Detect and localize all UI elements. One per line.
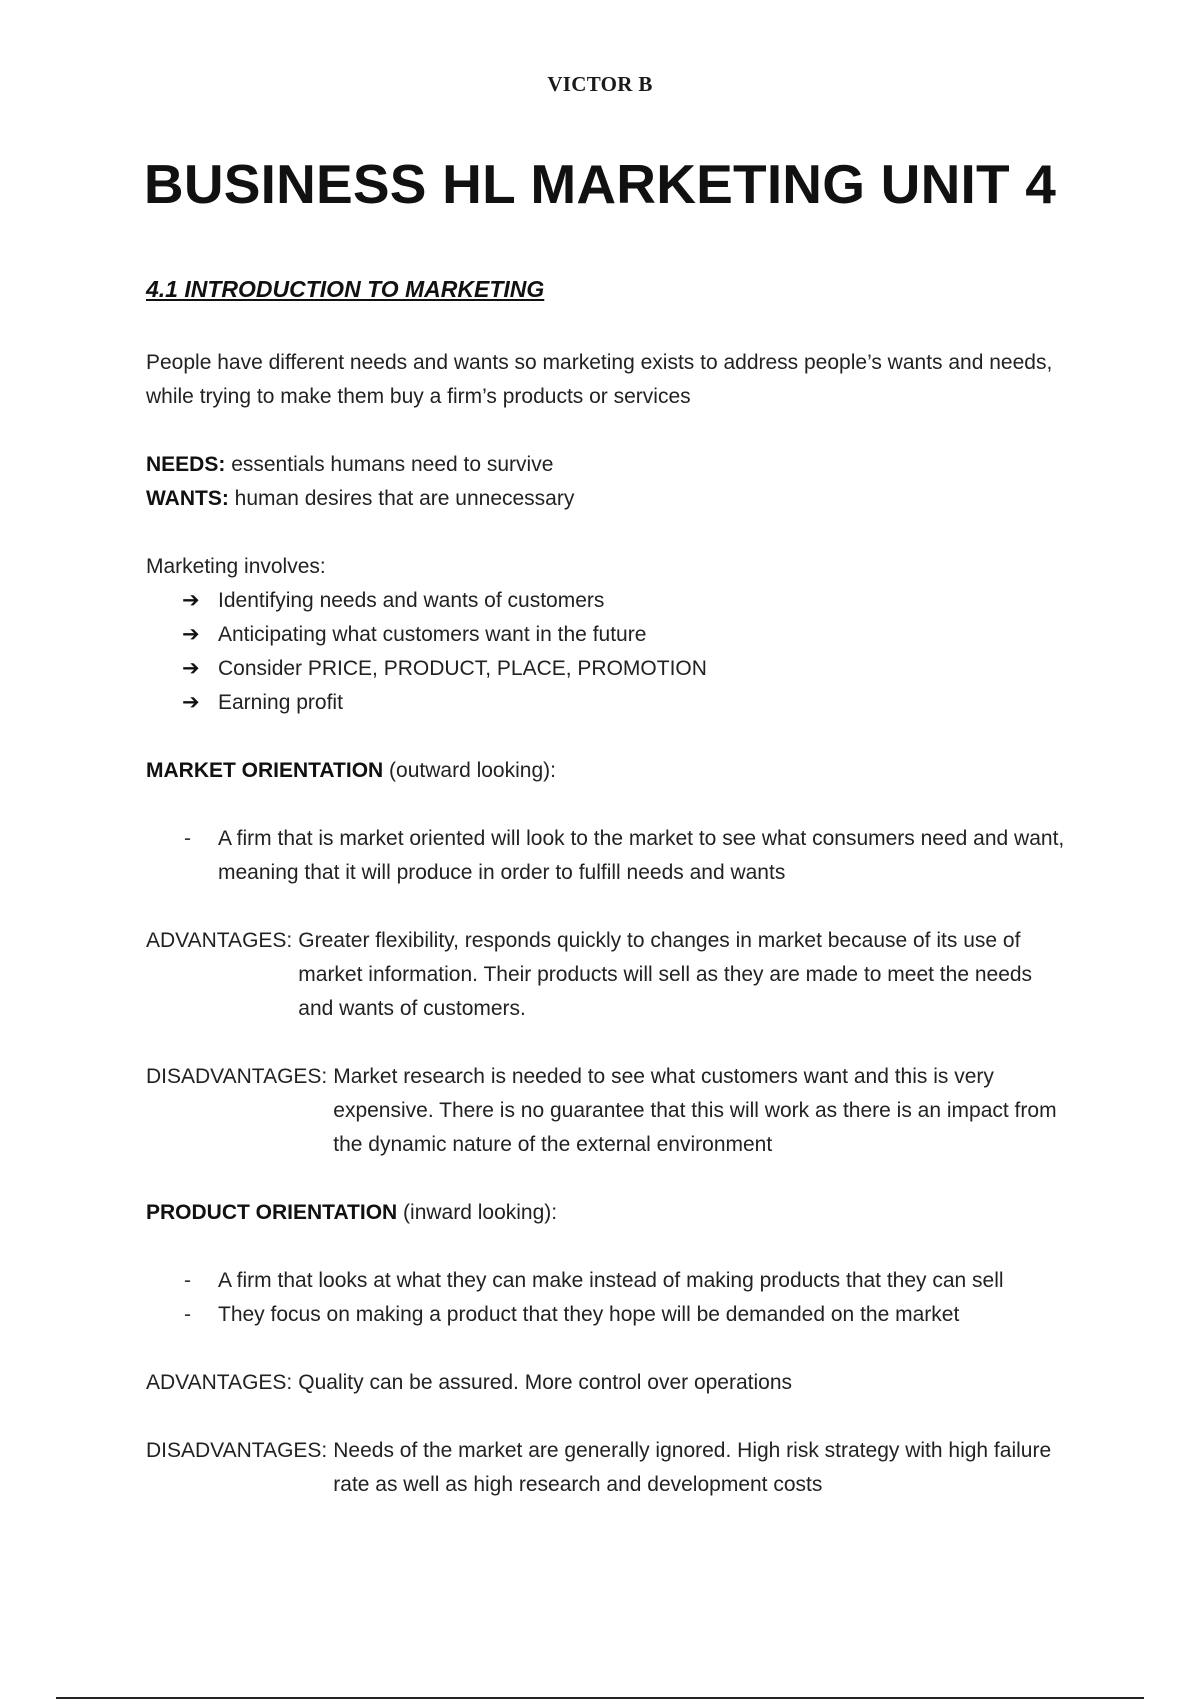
advantages-text: Greater flexibility, responds quickly to changes in market because of its use of market information. Their products will sell as they are made to meet the needs and wants of customers. bbox=[298, 929, 1033, 1020]
disadvantages-label: DISADVANTAGES: bbox=[146, 1065, 328, 1088]
list-item-text: Consider PRICE, PRODUCT, PLACE, PROMOTION bbox=[218, 657, 707, 680]
definition-text: human desires that are unnecessary bbox=[228, 487, 575, 510]
product-orientation-qualifier: (inward looking): bbox=[397, 1201, 558, 1224]
dash-bullet-icon: - bbox=[184, 1303, 191, 1326]
list-item-text: Anticipating what customers want in the future bbox=[218, 623, 647, 646]
market-orientation-heading bbox=[146, 754, 1066, 788]
list-item bbox=[146, 822, 1066, 890]
footer-divider bbox=[56, 1697, 1144, 1699]
definition-term: WANTS: bbox=[146, 487, 229, 510]
list-item bbox=[146, 618, 1066, 652]
product-orientation-points bbox=[146, 1264, 1066, 1332]
market-orientation-disadvantages bbox=[146, 1060, 1066, 1162]
market-orientation-term: MARKET ORIENTATION bbox=[146, 759, 384, 782]
definition-wants bbox=[146, 482, 1066, 516]
product-orientation-heading bbox=[146, 1196, 1066, 1230]
product-orientation-disadvantages bbox=[146, 1434, 1066, 1502]
arrow-right-icon: ➔ bbox=[182, 691, 200, 714]
definition-text: essentials humans need to survive bbox=[225, 453, 554, 476]
marketing-involves-label: Marketing involves: bbox=[146, 555, 326, 578]
list-item-text: They focus on making a product that they hope will be demanded on the market bbox=[218, 1303, 960, 1326]
list-item bbox=[146, 652, 1066, 686]
advantages-label: ADVANTAGES: bbox=[146, 929, 293, 952]
arrow-right-icon: ➔ bbox=[182, 657, 200, 680]
document-body bbox=[146, 272, 1066, 1502]
document-title: BUSINESS HL MARKETING UNIT 4 bbox=[143, 153, 1057, 215]
disadvantages-label: DISADVANTAGES: bbox=[146, 1439, 328, 1462]
list-item-text: Earning profit bbox=[218, 691, 343, 714]
list-item bbox=[146, 1298, 1066, 1332]
arrow-right-icon: ➔ bbox=[182, 589, 200, 612]
list-item bbox=[146, 584, 1066, 618]
advantages-label: ADVANTAGES: bbox=[146, 1371, 293, 1394]
list-item bbox=[146, 686, 1066, 720]
market-orientation-qualifier: (outward looking): bbox=[383, 759, 556, 782]
dash-bullet-icon: - bbox=[184, 827, 191, 850]
marketing-involves-list bbox=[146, 584, 1066, 720]
definition-term: NEEDS: bbox=[146, 453, 226, 476]
market-orientation-advantages bbox=[146, 924, 1066, 1026]
section-heading: 4.1 INTRODUCTION TO MARKETING bbox=[146, 276, 545, 302]
product-orientation-advantages bbox=[146, 1366, 1066, 1400]
intro-paragraph: People have different needs and wants so marketing exists to address people’s wants and needs, while trying to make them buy a firm’s products or services bbox=[146, 351, 1053, 408]
arrow-right-icon: ➔ bbox=[182, 623, 200, 646]
list-item-text: Identifying needs and wants of customers bbox=[218, 589, 605, 612]
product-orientation-term: PRODUCT ORIENTATION bbox=[146, 1201, 398, 1224]
page-header-author: VICTOR B bbox=[547, 72, 653, 96]
market-orientation-points bbox=[146, 822, 1066, 890]
disadvantages-text: Market research is needed to see what customers want and this is very expensive. There is no guarantee that this will work as there is an impact from the dynamic nature of the external environment bbox=[333, 1065, 1057, 1156]
list-item-text: A firm that is market oriented will look to the market to see what consumers need and want, meaning that it will produce in order to fulfill needs and wants bbox=[218, 827, 1065, 884]
list-item-text: A firm that looks at what they can make instead of making products that they can sell bbox=[218, 1269, 1004, 1292]
definition-needs bbox=[146, 448, 1066, 482]
disadvantages-text: Needs of the market are generally ignored. High risk strategy with high failure rate as well as high research and development costs bbox=[333, 1439, 1052, 1496]
dash-bullet-icon: - bbox=[184, 1269, 191, 1292]
list-item bbox=[146, 1264, 1066, 1298]
advantages-text: Quality can be assured. More control over operations bbox=[298, 1371, 793, 1394]
